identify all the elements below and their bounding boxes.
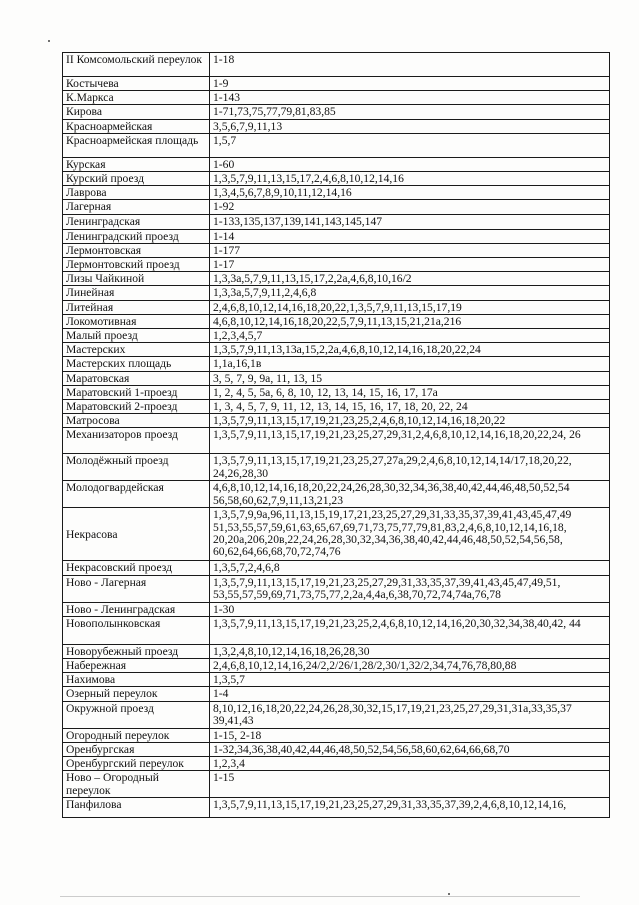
table-row [63,200,610,215]
house-numbers-cell: 1,3,5,7,2,4,6,8 [210,561,610,575]
street-name-cell: Ново - Ленинградская [63,602,210,616]
house-numbers-cell: 1-30 [210,602,610,616]
table-row [63,575,610,602]
house-numbers-cell: 1,3,5,7,9,11,13,13а,15,2,2а,4,6,8,10,12,14,16,18,20,22,24 [210,343,610,357]
street-name-cell: Огородный переулок [63,728,210,742]
table-row [63,53,610,77]
street-name-cell: Панфилова [63,797,210,817]
table-row [63,400,610,414]
street-name-cell: Механизаторов проезд [63,428,210,454]
scan-speck [448,893,450,895]
street-name-cell: Новорубежный проезд [63,644,210,658]
table-row [63,701,610,728]
house-numbers-cell: 1-14 [210,229,610,243]
table-row [63,172,610,186]
table-row [63,561,610,575]
house-numbers-cell: 1-71,73,75,77,79,81,83,85 [210,105,610,119]
table-row [63,258,610,272]
table-row [63,286,610,300]
table-row [63,357,610,371]
street-name-cell: Курская [63,157,210,171]
house-numbers-cell: 1-177 [210,243,610,257]
table-row [63,673,610,687]
house-numbers-cell: 8,10,12,16,18,20,22,24,26,28,30,32,15,17,19,21,23,25,27,29,31,31а,33,35,37 39,41,43 [210,701,610,728]
street-name-cell: Курский проезд [63,172,210,186]
house-numbers-cell: 1,3,5,7,9,11,13,15,17,19,21,23,25,27,29,31,33,35,37,39,2,4,6,8,10,12,14,16, [210,797,610,817]
house-numbers-cell: 1, 3, 4, 5, 7, 9, 11, 12, 13, 14, 15, 16, 17, 18, 20, 22, 24 [210,400,610,414]
street-name-cell: К.Маркса [63,91,210,105]
table-row [63,771,610,797]
street-name-cell: Молодогвардейская [63,481,210,508]
house-numbers-cell: 1-4 [210,687,610,701]
house-numbers-cell: 3, 5, 7, 9, 9а, 11, 13, 15 [210,371,610,385]
house-numbers-cell: 1,3,5,7,9,11,13,15,17,19,21,23,25,2,4,6,8,10,12,14,16,20,30,32,34,38,40,42, 44 [210,616,610,644]
house-numbers-cell: 1,3,5,7 [210,673,610,687]
table-row [63,329,610,343]
table-row [63,687,610,701]
table-row [63,385,610,399]
table-row [63,343,610,357]
table-row [63,757,610,771]
street-name-cell: Линейная [63,286,210,300]
street-name-cell: Ново - Лагерная [63,575,210,602]
table-row [63,428,610,454]
street-name-cell: Лермонтовский проезд [63,258,210,272]
house-numbers-cell: 1,1а,16,1в [210,357,610,371]
scan-speck [48,40,50,42]
street-name-cell: Мастерских [63,343,210,357]
house-numbers-cell: 4,6,8,10,12,14,16,18,20,22,24,26,28,30,32,34,36,38,40,42,44,46,48,50,52,54 56,58,60,62,7,9,11,13,21,23 [210,481,610,508]
house-numbers-cell: 1,3,4,5,6,7,8,9,10,11,12,14,16 [210,186,610,200]
house-numbers-cell: 1-15, 2-18 [210,728,610,742]
street-name-cell: Лагерная [63,200,210,215]
table-row [63,314,610,328]
street-name-cell: Новополынковская [63,616,210,644]
house-numbers-cell: 1,3,2,4,8,10,12,14,16,18,26,28,30 [210,644,610,658]
table-row [63,157,610,171]
table-row [63,616,610,644]
street-name-cell: Оренбургский переулок [63,757,210,771]
house-numbers-cell: 2,4,6,8,10,12,14,16,18,20,22,1,3,5,7,9,11,13,15,17,19 [210,300,610,314]
street-name-cell: Костычева [63,77,210,91]
house-numbers-cell: 1,3,5,7,9,11,13,15,17,19,21,23,25,27,27а,29,2,4,6,8,10,12,14,14/17,18,20,22, 24,26,28,30 [210,454,610,481]
street-name-cell: Маратовский 2-проезд [63,400,210,414]
table-row [63,300,610,314]
street-name-cell: Лизы Чайкиной [63,272,210,286]
street-name-cell: Маратовский 1-проезд [63,385,210,399]
table-row [63,644,610,658]
table-row [63,508,610,561]
table-row [63,272,610,286]
table-row [63,414,610,428]
house-numbers-cell: 1,3,5,7,9,11,13,15,17,2,4,6,8,10,12,14,16 [210,172,610,186]
street-name-cell: Локомотивная [63,314,210,328]
street-name-cell: Кирова [63,105,210,119]
house-numbers-cell: 1,3,5,7,9,11,13,15,17,19,21,23,25,2,4,6,8,10,12,14,16,18,20,22 [210,414,610,428]
house-numbers-cell: 1-15 [210,771,610,797]
street-name-cell: Молодёжный проезд [63,454,210,481]
table-row [63,119,610,133]
street-name-cell: II Комсомольский переулок [63,53,210,77]
street-name-cell: Некрасова [63,508,210,561]
house-numbers-cell: 1-9 [210,77,610,91]
table-row [63,243,610,257]
street-name-cell: Некрасовский проезд [63,561,210,575]
table-row [63,215,610,229]
house-numbers-cell: 1-143 [210,91,610,105]
street-name-cell: Матросова [63,414,210,428]
table-row [63,797,610,817]
house-numbers-cell: 1,2,3,4 [210,757,610,771]
street-name-cell: Окружной проезд [63,701,210,728]
house-numbers-cell: 1,2,3,4,5,7 [210,329,610,343]
street-name-cell: Красноармейская площадь [63,133,210,157]
house-numbers-cell: 1-17 [210,258,610,272]
house-numbers-cell: 1-18 [210,53,610,77]
table-row [63,659,610,673]
street-name-cell: Озерный переулок [63,687,210,701]
house-numbers-cell: 1,3,3а,5,7,9,11,2,4,6,8 [210,286,610,300]
table-row [63,91,610,105]
street-name-cell: Малый проезд [63,329,210,343]
table-row [63,105,610,119]
table-row [63,728,610,742]
house-numbers-cell: 1-60 [210,157,610,171]
street-name-cell: Ленинградский проезд [63,229,210,243]
street-numbers-table [62,52,610,818]
house-numbers-cell: 1-92 [210,200,610,215]
street-name-cell: Маратовская [63,371,210,385]
street-name-cell: Красноармейская [63,119,210,133]
street-name-cell: Ленинградская [63,215,210,229]
street-name-cell: Лаврова [63,186,210,200]
house-numbers-cell: 3,5,6,7,9,11,13 [210,119,610,133]
table-row [63,229,610,243]
house-numbers-cell: 1, 2, 4, 5, 5а, 6, 8, 10, 12, 13, 14, 15, 16, 17, 17а [210,385,610,399]
house-numbers-cell: 1,3,3а,5,7,9,11,13,15,17,2,2а,4,6,8,10,16/2 [210,272,610,286]
street-name-cell: Мастерских площадь [63,357,210,371]
house-numbers-cell: 1,3,5,7,9,11,13,15,17,19,21,23,25,27,29,31,2,4,6,8,10,12,14,16,18,20,22,24, 26 [210,428,610,454]
street-name-cell: Нахимова [63,673,210,687]
table-row [63,186,610,200]
scan-edge-line [60,896,580,897]
table-row [63,454,610,481]
house-numbers-cell: 1-32,34,36,38,40,42,44,46,48,50,52,54,56,58,60,62,64,66,68,70 [210,742,610,756]
table-body [63,53,610,818]
house-numbers-cell: 1,3,5,7,9,9а,96,11,13,15,19,17,21,23,25,27,29,31,33,35,37,39,41,43,45,47,49 51,53,55,57,59,61,63,65,67,69,71,73,75,77,79,81,83,2,4,6,8,10,12,14,16,18, 20,20а,206,20в,22,24,26,28,30,32,34,36,38,40,42,44,46,48,50,52,54,56,58, 60,62,64,66,68,70,72,74,76 [210,508,610,561]
street-name-cell: Ново – Огородный переулок [63,771,210,797]
street-name-cell: Оренбургская [63,742,210,756]
house-numbers-cell: 4,6,8,10,12,14,16,18,20,22,5,7,9,11,13,15,21,21а,216 [210,314,610,328]
table-row [63,481,610,508]
house-numbers-cell: 1,3,5,7,9,11,13,15,17,19,21,23,25,27,29,31,33,35,37,39,41,43,45,47,49,51, 53,55,57,59,69,71,73,75,77,2,2а,4,4а,6,38,70,72,74,74а,76,78 [210,575,610,602]
street-name-cell: Лермонтовская [63,243,210,257]
table-row [63,602,610,616]
house-numbers-cell: 1,5,7 [210,133,610,157]
table-row [63,133,610,157]
house-numbers-cell: 2,4,6,8,10,12,14,16,24/2,2/26/1,28/2,30/1,32/2,34,74,76,78,80,88 [210,659,610,673]
house-numbers-cell: 1-133,135,137,139,141,143,145,147 [210,215,610,229]
table-row [63,742,610,756]
table-row [63,371,610,385]
street-name-cell: Литейная [63,300,210,314]
street-name-cell: Набережная [63,659,210,673]
table-row [63,77,610,91]
